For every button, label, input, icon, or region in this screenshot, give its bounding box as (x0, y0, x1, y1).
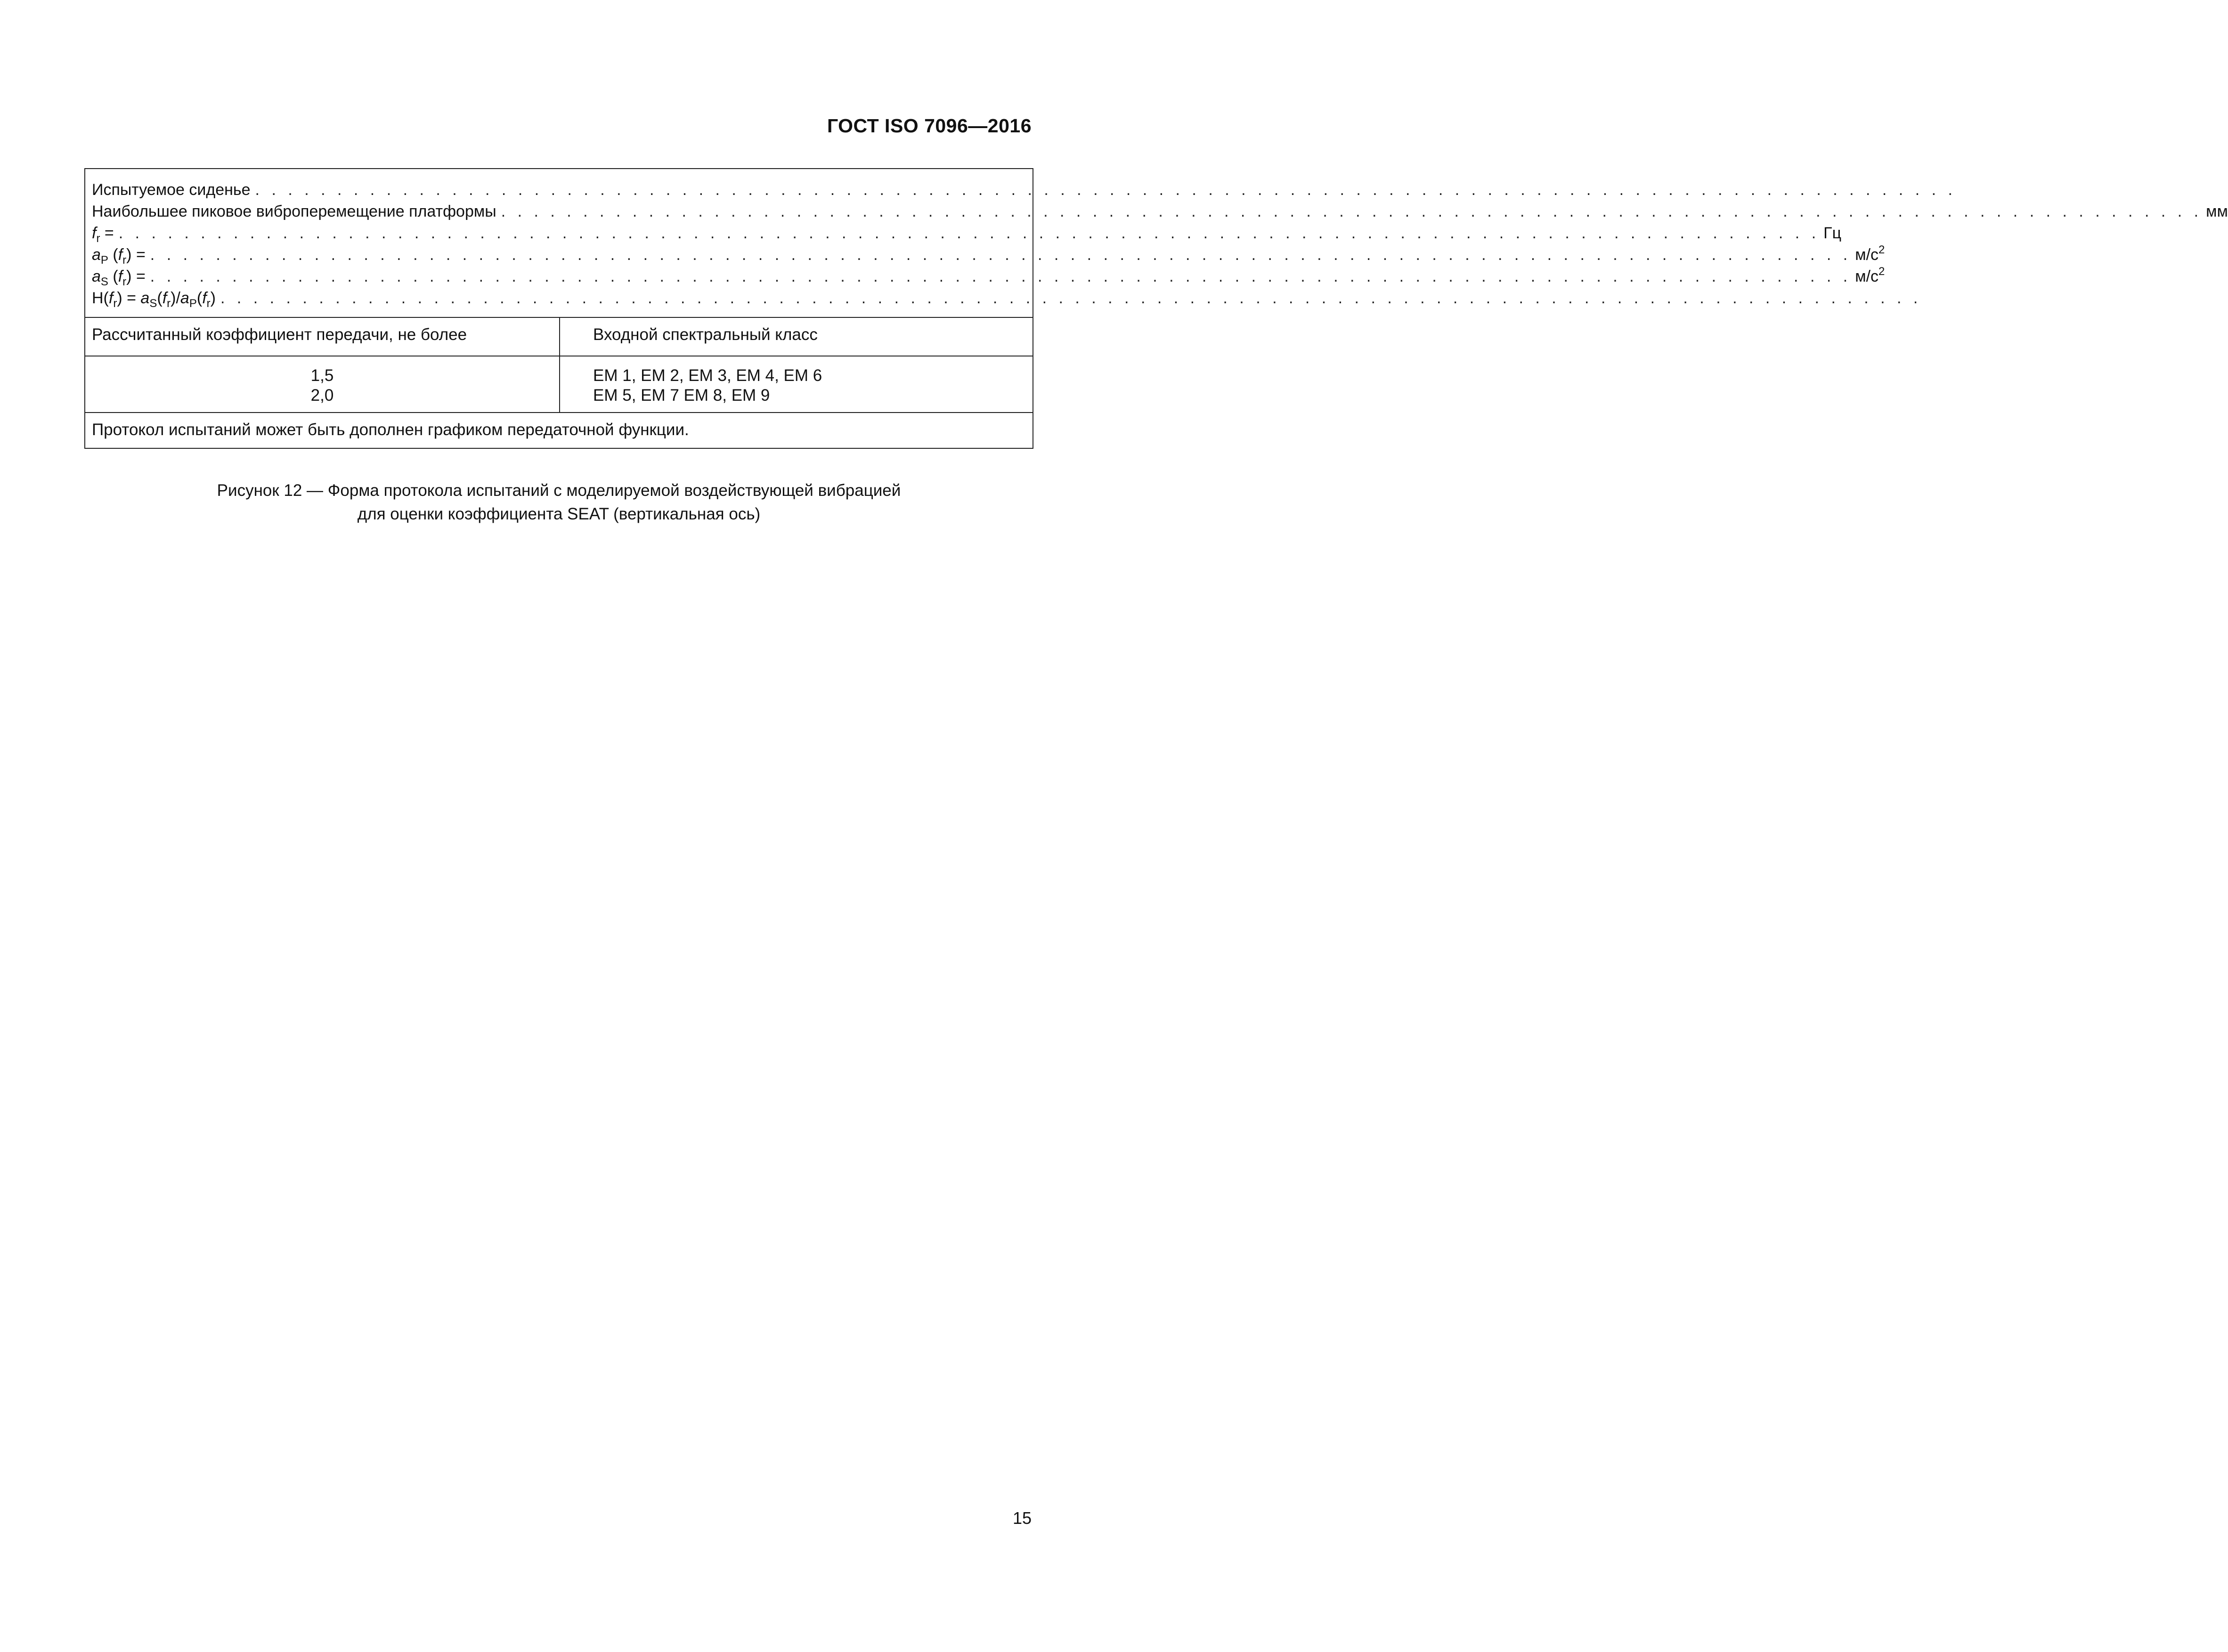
paren-close-equals: ) = (126, 267, 146, 285)
var-f: f (108, 289, 114, 307)
param-unit-accel (1853, 266, 1885, 287)
unit-base: м/с (1855, 246, 1879, 264)
equals: ) = (117, 289, 141, 307)
param-label-ap (92, 244, 146, 265)
param-label-h (92, 288, 216, 308)
param-unit-accel (1853, 244, 1885, 265)
unit-exponent: 2 (1878, 243, 1885, 256)
param-label-seat: Испытуемое сиденье (92, 181, 251, 199)
caption-line-1: Рисунок 12 — Форма протокола испытаний с моделируемой воздействующей вибрацией (217, 481, 901, 500)
paren-open: ( (108, 267, 118, 285)
var-f: f (118, 246, 123, 264)
test-report-form (84, 168, 2228, 449)
h-prefix: H( (92, 289, 109, 307)
paren-open: ( (157, 289, 163, 307)
table-note: Протокол испытаний может быть дополнен графиком передаточной функции. (92, 421, 689, 439)
var-f: f (92, 224, 97, 242)
sub-r: r (96, 232, 100, 245)
var-a: a (180, 289, 189, 307)
param-row-as (92, 265, 1885, 288)
var-a: a (92, 267, 101, 285)
sub-p: P (100, 254, 108, 267)
col-header-spectral-class: Входной спектральный класс (593, 325, 818, 344)
sub-p: P (189, 297, 197, 310)
coefficient-cell (85, 356, 560, 412)
figure-caption (84, 479, 1033, 526)
dot-leader: . . . . . . . . . . . . . . . . . . . . . . . . . . . . . . . . . . . . . . . . . . . . . . . . . . . . . . . . . . . . . . . . . . . . . . . . . . . . . . . . . . . . . . . . . . . . . . . . . . . . . . . . (118, 224, 1820, 242)
caption-line-2: для оценки коэффициента SEAT (вертикальная ось) (357, 505, 761, 523)
param-label-fr (92, 223, 114, 243)
dot-leader: . . . . . . . . . . . . . . . . . . . . . . . . . . . . . . . . . . . . . . . . . . . . . . . . . . . . . . . . . . . . . . . . . . . . . . . . . . . . . . . . . . . . . . . . . . . . . . . . . . . . . . . . (501, 202, 2203, 220)
paren-close: ) (210, 289, 216, 307)
unit-exponent: 2 (1878, 265, 1885, 278)
param-row-ap (92, 243, 1885, 267)
param-unit-mm: мм (2206, 202, 2228, 220)
param-label-as (92, 266, 146, 287)
var-a: a (92, 246, 101, 264)
sub-r: r (113, 297, 117, 310)
paren-open: ( (108, 246, 118, 264)
dot-leader: . . . . . . . . . . . . . . . . . . . . . . . . . . . . . . . . . . . . . . . . . . . . . . . . . . . . . . . . . . . . . . . . . . . . . . . . . . . . . . . . . . . . . . . . . . . . . . . . . . . . . . . . (150, 267, 1852, 285)
sub-r: r (122, 254, 127, 267)
unit-base: м/с (1855, 267, 1879, 285)
standard-designation: ГОСТ ISO 7096—2016 (827, 115, 1032, 137)
table-values-row (85, 356, 1033, 413)
page-number: 15 (1012, 1508, 1032, 1528)
param-label-peak: Наибольшее пиковое виброперемещение платформы (92, 202, 496, 220)
paren-open: ( (196, 289, 203, 307)
param-row-transmissibility (92, 288, 1922, 310)
spectral-classes-2: ЕМ 5, ЕМ 7 ЕМ 8, ЕМ 9 (593, 386, 770, 405)
sub-r: r (167, 297, 171, 310)
sub-s: S (149, 297, 157, 310)
sub-s: S (100, 275, 108, 288)
col-header-coefficient: Рассчитанный коэффициент передачи, не более (85, 318, 560, 356)
dot-leader: . . . . . . . . . . . . . . . . . . . . . . . . . . . . . . . . . . . . . . . . . . . . . . . . . . . . . . . . . . . . . . . . . . . . . . . . . . . . . . . . . . . . . . . . . . . . . . . . . . . . . . . . (220, 289, 1922, 307)
slash: )/ (171, 289, 180, 307)
dot-leader: . . . . . . . . . . . . . . . . . . . . . . . . . . . . . . . . . . . . . . . . . . . . . . . . . . . . . . . . . . . . . . . . . . . . . . . . . . . . . . . . . . . . . . . . . . . . . . . . . . . . . . . . (255, 181, 1956, 199)
param-row-peak-displacement (92, 201, 2228, 223)
sub-r: r (206, 297, 211, 310)
param-unit-hz: Гц (1823, 224, 1842, 242)
spectral-classes-1: ЕМ 1, ЕМ 2, ЕМ 3, ЕМ 4, ЕМ 6 (593, 366, 822, 385)
equals: = (100, 224, 114, 242)
param-row-seat (92, 179, 1956, 201)
sub-r: r (122, 275, 127, 288)
spectral-class-cell (560, 356, 1033, 412)
param-row-fr (92, 223, 1842, 245)
var-a: a (140, 289, 150, 307)
var-f: f (202, 289, 207, 307)
paren-close-equals: ) = (126, 246, 146, 264)
parameters-block (85, 169, 2228, 318)
var-f: f (118, 267, 123, 285)
var-f: f (162, 289, 167, 307)
table-header-row (85, 318, 1033, 356)
coefficient-value-2: 2,0 (310, 386, 334, 405)
dot-leader: . . . . . . . . . . . . . . . . . . . . . . . . . . . . . . . . . . . . . . . . . . . . . . . . . . . . . . . . . . . . . . . . . . . . . . . . . . . . . . . . . . . . . . . . . . . . . . . . . . . . . . . . (150, 246, 1852, 264)
coefficient-value-1: 1,5 (310, 366, 334, 385)
